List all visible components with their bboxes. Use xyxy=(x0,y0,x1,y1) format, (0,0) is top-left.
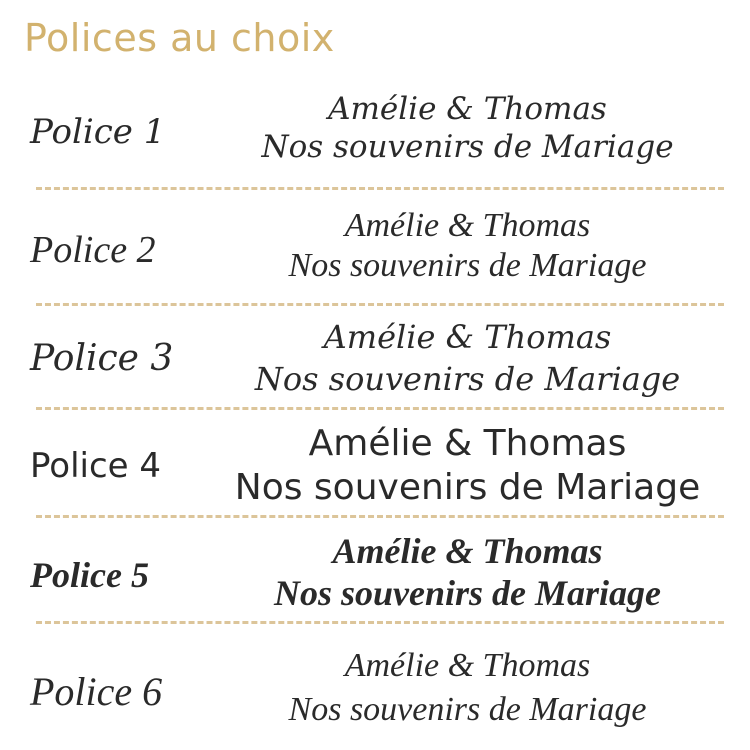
font-sample xyxy=(205,530,730,614)
page-title: Polices au choix xyxy=(24,16,335,60)
font-option-label: Police 6 xyxy=(30,669,163,714)
font-option-label: Police 1 xyxy=(30,112,166,152)
font-sample xyxy=(205,316,730,400)
font-sample-subtitle: Nos souvenirs de Mariage xyxy=(254,360,681,398)
font-sample-subtitle: Nos souvenirs de Mariage xyxy=(288,247,647,284)
font-sample xyxy=(205,90,730,166)
dashed-divider xyxy=(36,187,724,190)
font-sample-names: Amélie & Thomas xyxy=(323,318,612,356)
dashed-divider xyxy=(36,303,724,306)
font-sample-names: Amélie & Thomas xyxy=(344,207,591,244)
font-sample-subtitle: Nos souvenirs de Mariage xyxy=(273,573,662,613)
font-sample xyxy=(205,644,730,732)
dashed-divider xyxy=(36,407,724,410)
font-option-label: Police 2 xyxy=(30,229,156,271)
font-sample-subtitle: Nos souvenirs de Mariage xyxy=(288,691,647,728)
font-sample xyxy=(205,422,730,510)
dashed-divider xyxy=(36,515,724,518)
font-sample-names: Amélie & Thomas xyxy=(308,423,627,464)
font-option-label: Police 5 xyxy=(30,555,149,595)
font-sample-names: Amélie & Thomas xyxy=(328,91,607,127)
font-sample xyxy=(205,206,730,286)
font-sample-names: Amélie & Thomas xyxy=(332,531,603,571)
dashed-divider xyxy=(36,621,724,624)
font-sample-subtitle: Nos souvenirs de Mariage xyxy=(234,467,701,508)
font-option-label: Police 3 xyxy=(30,338,174,379)
font-sample-names: Amélie & Thomas xyxy=(344,647,591,684)
font-option-label: Police 4 xyxy=(30,446,162,486)
font-sample-subtitle: Nos souvenirs de Mariage xyxy=(261,129,674,165)
